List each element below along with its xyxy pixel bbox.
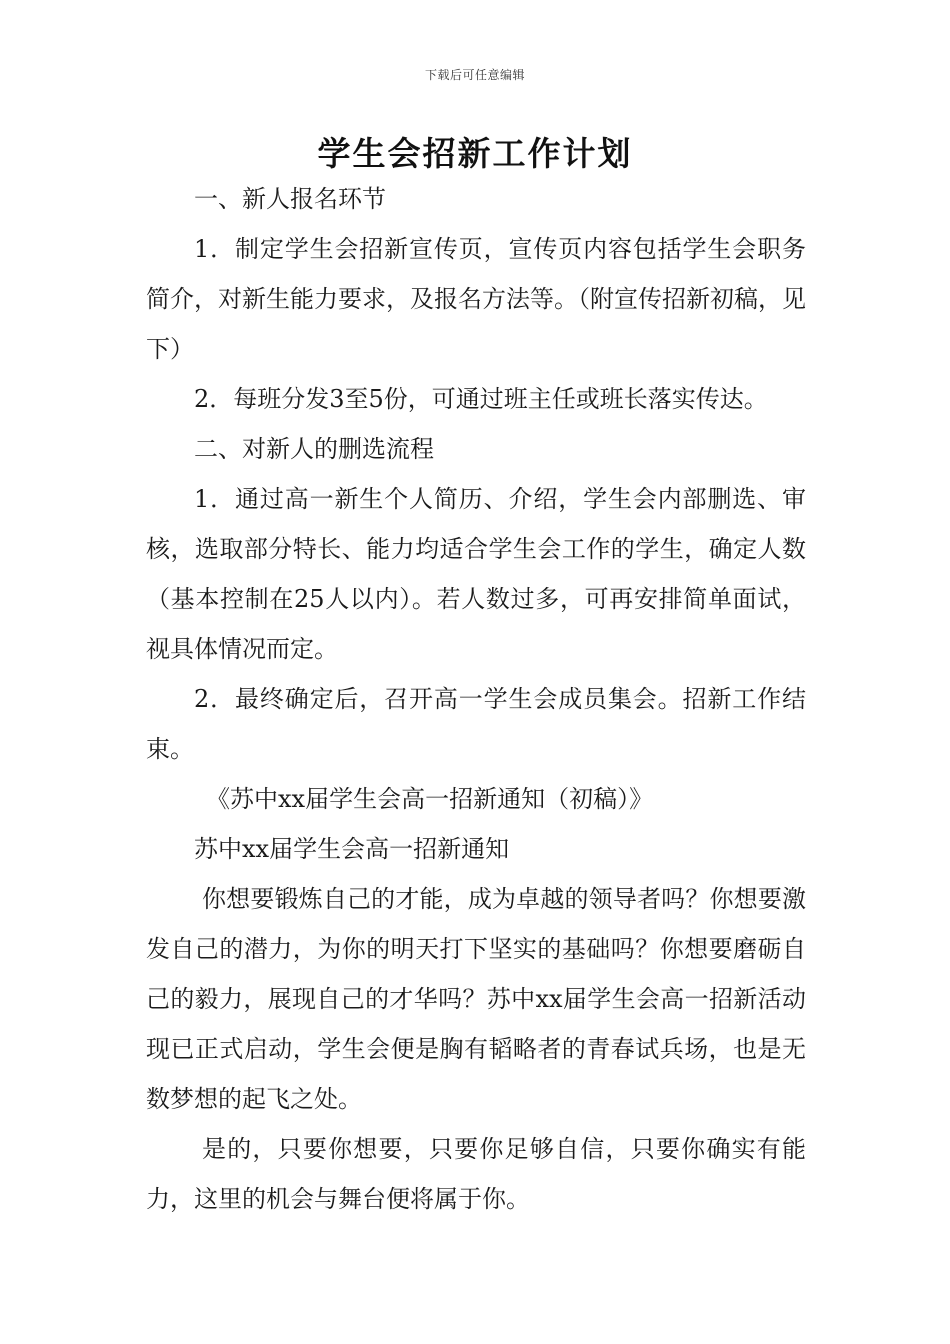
section-heading-registration: 一、新人报名环节 [194, 185, 386, 213]
document-title: 学生会招新工作计划 [317, 134, 633, 173]
paragraph-conclusion: 2．最终确定后，召开高一学生会成员集会。招新工作结束。 [146, 685, 806, 763]
notice-draft-title: 《苏中xx届学生会高一招新通知（初稿）》 [206, 785, 654, 813]
section-heading-screening: 二、对新人的删选流程 [194, 435, 434, 463]
paragraph-distribution: 2．每班分发3至5份，可通过班主任或班长落实传达。 [194, 385, 768, 413]
header-note: 下载后可任意编辑 [424, 68, 525, 82]
paragraph-screening: 1．通过高一新生个人简历、介绍，学生会内部删选、审核，选取部分特长、能力均适合学生会工作的学生，确定人数（基本控制在25人以内）。若人数过多，可再安排简单面试，视具体情况而定。 [146, 485, 806, 663]
document-body [146, 174, 806, 1224]
paragraph-flyer: 1．制定学生会招新宣传页，宣传页内容包括学生会职务简介，对新生能力要求，及报名方法等。（附宣传招新初稿，见下） [146, 235, 806, 363]
notice-paragraph-intro: 你想要锻炼自己的才能，成为卓越的领导者吗？你想要激发自己的潜力，为你的明天打下坚实的基础吗？你想要磨砺自己的毅力，展现自己的才华吗？苏中xx届学生会高一招新活动现已正式启动，学生会便是胸有韬略者的青春试兵场，也是无数梦想的起飞之处。 [146, 885, 806, 1113]
notice-title: 苏中xx届学生会高一招新通知 [194, 835, 510, 863]
notice-paragraph-closing: 是的，只要你想要，只要你足够自信，只要你确实有能力，这里的机会与舞台便将属于你。 [146, 1135, 806, 1213]
